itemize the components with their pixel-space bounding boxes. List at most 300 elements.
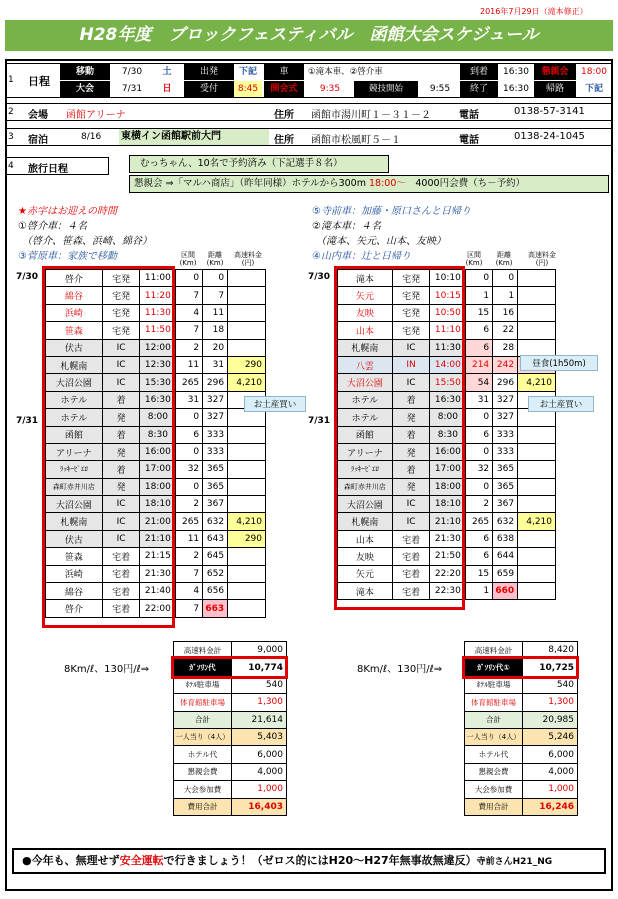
- cell-segment-km: 15: [466, 304, 493, 321]
- footer-text: ●今年も、無理せず: [22, 854, 120, 867]
- section-number: 1: [8, 75, 14, 85]
- cell-toll: [518, 304, 556, 321]
- cell-place: 笹森: [46, 322, 103, 339]
- col-header-distance: 距離 (Km): [495, 251, 513, 267]
- cell-segment-km: 6: [466, 530, 493, 547]
- cell-distance-km: 7: [203, 287, 228, 304]
- cell-segment-km: 1: [466, 583, 493, 600]
- cell-time: 12:30: [140, 356, 176, 373]
- summary-value: 1,000: [232, 781, 287, 798]
- page-title: H28年度 ブロックフェスティバル 函館大会スケジュール: [5, 20, 613, 51]
- cell-time: 16:00: [430, 443, 466, 460]
- cell-place: 山本: [338, 530, 393, 547]
- summary-label: ｶﾞｿﾘﾝ代①: [465, 659, 523, 676]
- venue-address: 函館市湯川町１－３１－２: [311, 110, 431, 121]
- cell-action: 着: [392, 461, 430, 478]
- col-header-toll: 高速料金 (円): [234, 251, 262, 267]
- cell-time: 21:50: [430, 548, 466, 565]
- cell-place: 笹森: [46, 548, 103, 565]
- cell-segment-km: 54: [466, 374, 493, 391]
- cell-place: 札幌南: [338, 339, 393, 356]
- cell-action: 宅着: [392, 530, 430, 547]
- cell-place: 森町赤井川店: [46, 478, 103, 495]
- cell-action: 宅発: [392, 287, 430, 304]
- cell-action: 着: [392, 391, 430, 408]
- cell-action: 宅発: [102, 287, 140, 304]
- cell-place: 大沼公園: [46, 496, 103, 513]
- cell-place: 滝本: [338, 583, 393, 600]
- cell-toll: [228, 426, 266, 443]
- cell-place: アリーナ: [338, 443, 393, 460]
- cell-distance-km: 632: [493, 513, 518, 530]
- summary-row: [174, 781, 287, 798]
- cell-distance-km: 31: [203, 356, 228, 373]
- party-note-text: 懇親会 ⇒「マルハ商店」（昨年同様）ホテルから300m: [134, 178, 369, 189]
- cell-toll: 4,210: [518, 513, 556, 530]
- cell-action: 着: [102, 461, 140, 478]
- cell-place: 友映: [338, 548, 393, 565]
- cell-time: 18:00: [140, 478, 176, 495]
- cell-distance-km: 16: [493, 304, 518, 321]
- party-note-fee: 4000円会費（ち－予約）: [405, 178, 526, 189]
- cell-distance-km: 333: [203, 426, 228, 443]
- cell-action: 宅発: [102, 322, 140, 339]
- cell-toll: 4,210: [228, 513, 266, 530]
- summary-value: 1,000: [523, 781, 578, 798]
- end-time: 16:30: [503, 84, 529, 94]
- summary-value: 8,420: [523, 642, 578, 659]
- move-label: 移動: [60, 64, 110, 80]
- cell-toll: [228, 548, 266, 565]
- cell-place: ﾗｯｷｰﾋﾟｴﾛ: [46, 461, 103, 478]
- cell-distance-km: 333: [493, 426, 518, 443]
- summary-row: [465, 763, 578, 780]
- cell-distance-km: 645: [203, 548, 228, 565]
- summary-value: 1,300: [232, 694, 287, 711]
- cell-segment-km: 265: [176, 374, 203, 391]
- cell-time: 8:00: [140, 409, 176, 426]
- cell-place: 啓介: [46, 270, 103, 287]
- cell-toll: [228, 583, 266, 600]
- cell-toll: [228, 478, 266, 495]
- summary-value: 540: [523, 676, 578, 693]
- summary-value: 16,246: [523, 798, 578, 815]
- cell-time: 11:50: [140, 322, 176, 339]
- cell-toll: [228, 287, 266, 304]
- day-label: 7/31: [16, 416, 39, 426]
- cell-distance-km: 333: [493, 443, 518, 460]
- lodging-date: 8/16: [81, 132, 102, 142]
- cell-toll: [228, 565, 266, 582]
- cell-action: 宅着: [102, 600, 140, 617]
- section-label: 会場: [28, 110, 48, 121]
- col-header-segment: 区間 (Km): [465, 251, 483, 267]
- cell-action: 着: [102, 391, 140, 408]
- reception-label: 受付: [184, 81, 234, 97]
- hotel-name: 東横イン函館駅前大門: [119, 129, 269, 145]
- summary-label: 体育館駐車場: [465, 694, 523, 711]
- cell-time: 16:00: [140, 443, 176, 460]
- cell-place: 大沼公園: [46, 374, 103, 391]
- summary-value: 6,000: [232, 746, 287, 763]
- cell-time: 21:40: [140, 583, 176, 600]
- summary-label: 高速料金計: [465, 642, 523, 659]
- cell-action: 発: [392, 443, 430, 460]
- cell-toll: [518, 530, 556, 547]
- cell-toll: 4,210: [228, 374, 266, 391]
- cell-distance-km: 652: [203, 565, 228, 582]
- summary-row: [465, 798, 578, 815]
- cell-action: 着: [392, 426, 430, 443]
- cell-place: 友映: [338, 304, 393, 321]
- cell-segment-km: 0: [466, 409, 493, 426]
- summary-label: ﾎﾃﾙ駐車場: [465, 676, 523, 693]
- reception-time: 8:45: [234, 81, 262, 97]
- address-label: 住所: [274, 110, 294, 121]
- fuel-calc-note: 8Km/ℓ、130円/ℓ⇒: [64, 664, 150, 675]
- cell-action: 宅着: [392, 565, 430, 582]
- section-label: 日程: [28, 75, 50, 88]
- party-label: 懇親会: [534, 64, 576, 80]
- depart-label: 出発: [184, 64, 234, 80]
- cell-time: 10:50: [430, 304, 466, 321]
- cell-place: 浜崎: [46, 565, 103, 582]
- car-value: ①滝本車、②啓介車: [308, 67, 383, 77]
- cell-segment-km: 31: [176, 391, 203, 408]
- cell-place: 伏古: [46, 339, 103, 356]
- cell-place: アリーナ: [46, 443, 103, 460]
- cell-time: 8:30: [140, 426, 176, 443]
- cell-action: 発: [392, 478, 430, 495]
- summary-value: 4,000: [523, 763, 578, 780]
- cell-action: 発: [392, 409, 430, 426]
- cell-action: 発: [102, 409, 140, 426]
- day-label: 7/30: [16, 272, 39, 282]
- cell-segment-km: 2: [176, 496, 203, 513]
- cell-toll: [518, 565, 556, 582]
- cell-distance-km: 0: [493, 270, 518, 287]
- cell-toll: [228, 339, 266, 356]
- cell-distance-km: 11: [203, 304, 228, 321]
- cell-distance-km: 365: [203, 478, 228, 495]
- cell-action: 宅発: [392, 304, 430, 321]
- cell-action: IC: [392, 374, 430, 391]
- cell-segment-km: 32: [176, 461, 203, 478]
- cell-segment-km: 7: [176, 322, 203, 339]
- summary-row: [174, 763, 287, 780]
- start-time: 9:55: [429, 84, 451, 94]
- summary-row: [174, 728, 287, 745]
- cell-time: 17:00: [430, 461, 466, 478]
- summary-label: 大会参加費: [174, 781, 232, 798]
- venue-section: [5, 103, 613, 121]
- cell-place: 綿谷: [46, 583, 103, 600]
- cell-toll: [518, 478, 556, 495]
- summary-value: 4,000: [232, 763, 287, 780]
- cell-toll: 290: [228, 356, 266, 373]
- col-header-toll: 高速料金 (円): [528, 251, 556, 267]
- car-note: ④山内車：辻と日帰り: [312, 251, 411, 262]
- cell-action: 宅発: [392, 270, 430, 287]
- cell-segment-km: 2: [176, 339, 203, 356]
- footer-signature: 寺前さんH21_NG: [476, 857, 553, 867]
- cell-action: 発: [102, 443, 140, 460]
- car-title: ①啓介車：４名: [18, 221, 87, 232]
- arrive-label: 到着: [460, 64, 498, 80]
- cell-action: 宅着: [102, 565, 140, 582]
- cell-toll: [518, 496, 556, 513]
- cell-distance-km: 632: [203, 513, 228, 530]
- souvenir-callout: お土産買い: [244, 396, 306, 412]
- schedule-grid: [60, 64, 612, 97]
- hotel-note: むっちゃん、10名で予約済み（下記選手８名）: [129, 155, 389, 173]
- summary-value: 5,403: [232, 728, 287, 745]
- cell-distance-km: 18: [203, 322, 228, 339]
- cell-action: 宅発: [102, 270, 140, 287]
- cell-segment-km: 4: [176, 304, 203, 321]
- cell-segment-km: 0: [466, 270, 493, 287]
- summary-row: [174, 798, 287, 815]
- summary-label: ﾎﾃﾙ駐車場: [174, 676, 232, 693]
- pickup-highlight-box: [334, 266, 465, 610]
- cell-action: IC: [102, 496, 140, 513]
- cell-action: IC: [102, 356, 140, 373]
- depart-value: 下記: [238, 67, 257, 77]
- summary-value: 6,000: [523, 746, 578, 763]
- cell-segment-km: 7: [176, 600, 203, 617]
- cell-place: 綿谷: [46, 287, 103, 304]
- cell-distance-km: 367: [493, 496, 518, 513]
- cell-time: 18:00: [430, 478, 466, 495]
- arrive-value: 16:30: [503, 67, 529, 77]
- cell-time: 15:30: [140, 374, 176, 391]
- cell-place: 浜崎: [46, 304, 103, 321]
- car-members: （滝本、矢元、山本、友映）: [316, 236, 446, 247]
- cell-segment-km: 0: [176, 478, 203, 495]
- cell-distance-km: 1: [493, 287, 518, 304]
- section-label: 宿泊: [28, 135, 48, 146]
- souvenir-callout: お土産買い: [528, 396, 594, 412]
- phone-label: 電話: [459, 110, 479, 121]
- car-label: 車: [264, 64, 304, 80]
- legend-note: ★赤字はお迎えの時間: [18, 206, 117, 217]
- cell-place: 山本: [338, 322, 393, 339]
- cell-time: 10:15: [430, 287, 466, 304]
- cell-toll: [518, 548, 556, 565]
- cell-segment-km: 265: [466, 513, 493, 530]
- cell-distance-km: 663: [203, 600, 228, 617]
- hotel-phone: 0138-24-1045: [514, 131, 585, 142]
- cell-toll: 290: [228, 530, 266, 547]
- cell-action: IC: [102, 513, 140, 530]
- summary-value: 16,403: [232, 798, 287, 815]
- pickup-highlight-box: [42, 266, 175, 628]
- cell-action: 宅発: [392, 322, 430, 339]
- cell-distance-km: 333: [203, 443, 228, 460]
- cell-time: 22:30: [430, 583, 466, 600]
- cell-time: 17:00: [140, 461, 176, 478]
- summary-label: 懇親会費: [174, 763, 232, 780]
- move-date: 7/30: [121, 67, 143, 77]
- summary-label: 体育館駐車場: [174, 694, 232, 711]
- party-time: 18:00: [581, 67, 607, 77]
- cell-place: 森町赤井川店: [338, 478, 393, 495]
- section-number: 3: [8, 132, 14, 142]
- cell-distance-km: 660: [493, 583, 518, 600]
- summary-value: 9,000: [232, 642, 287, 659]
- cell-toll: [228, 270, 266, 287]
- summary-value: 21,614: [232, 711, 287, 728]
- cell-segment-km: 0: [176, 409, 203, 426]
- cell-action: IC: [392, 339, 430, 356]
- summary-value: 5,246: [523, 728, 578, 745]
- cell-distance-km: 242: [493, 356, 518, 373]
- section-label: 旅行日程: [28, 164, 68, 175]
- cell-time: 22:20: [430, 565, 466, 582]
- cell-place: ﾗｯｷｰﾋﾟｴﾛ: [338, 461, 393, 478]
- cell-distance-km: 20: [203, 339, 228, 356]
- cell-place: 大沼公園: [338, 374, 393, 391]
- cell-distance-km: 656: [203, 583, 228, 600]
- summary-label: 懇親会費: [465, 763, 523, 780]
- cell-action: 宅着: [392, 548, 430, 565]
- address-label: 住所: [274, 135, 294, 146]
- cell-distance-km: 365: [203, 461, 228, 478]
- cell-segment-km: 6: [466, 339, 493, 356]
- cell-action: IC: [102, 530, 140, 547]
- cell-toll: [518, 583, 556, 600]
- cell-distance-km: 638: [493, 530, 518, 547]
- cell-toll: [228, 496, 266, 513]
- cell-time: 21:10: [140, 530, 176, 547]
- cell-distance-km: 365: [493, 461, 518, 478]
- event-day: 日: [162, 84, 172, 94]
- cell-distance-km: 0: [203, 270, 228, 287]
- cell-place: 矢元: [338, 287, 393, 304]
- summary-value: 540: [232, 676, 287, 693]
- day-label: 7/31: [308, 416, 331, 426]
- cell-time: 15:50: [430, 374, 466, 391]
- cell-distance-km: 367: [203, 496, 228, 513]
- summary-label: ホテル代: [174, 746, 232, 763]
- cell-segment-km: 32: [466, 461, 493, 478]
- cell-toll: 4,210: [518, 374, 556, 391]
- summary-label: 大会参加費: [465, 781, 523, 798]
- date-note: 2016年7月29日（滝本修正）: [480, 7, 588, 16]
- cell-place: 矢元: [338, 565, 393, 582]
- cell-time: 21:10: [430, 513, 466, 530]
- itinerary-header: [5, 157, 109, 175]
- cell-segment-km: 0: [466, 478, 493, 495]
- phone-label: 電話: [459, 135, 479, 146]
- lunch-callout: 昼食(1h50m): [520, 355, 598, 371]
- day-label: 7/30: [308, 272, 331, 282]
- cell-time: 8:30: [430, 426, 466, 443]
- cell-place: ホテル: [338, 409, 393, 426]
- cell-toll: [518, 426, 556, 443]
- summary-value: 1,300: [523, 694, 578, 711]
- car-note: ⑤寺前車：加藤・原口さんと日帰り: [312, 206, 471, 217]
- party-note-time: 18:00～: [369, 178, 406, 189]
- summary-label: 費用合計: [174, 798, 232, 815]
- summary-value: 20,985: [523, 711, 578, 728]
- cell-action: IN: [392, 356, 430, 373]
- section-number: 2: [8, 107, 14, 117]
- cell-toll: [518, 443, 556, 460]
- cell-place: ホテル: [46, 409, 103, 426]
- cell-time: 22:00: [140, 600, 176, 617]
- hotel-address: 函館市松風町５－１: [311, 135, 401, 146]
- summary-label: ホテル代: [465, 746, 523, 763]
- cell-segment-km: 11: [176, 530, 203, 547]
- cell-segment-km: 11: [176, 356, 203, 373]
- car-title: ②滝本車：４名: [312, 221, 381, 232]
- summary-label: 合計: [174, 711, 232, 728]
- summary-row: [465, 746, 578, 763]
- summary-label: 合計: [465, 711, 523, 728]
- venue-name: 函館アリーナ: [66, 110, 126, 121]
- footer-text: で行きましょう！（ゼロス的にはH20～H27年無事故無違反）: [163, 854, 477, 867]
- cell-segment-km: 265: [176, 513, 203, 530]
- summary-label: 高速料金計: [174, 642, 232, 659]
- cell-action: IC: [102, 374, 140, 391]
- fuel-calc-note: 8Km/ℓ、130円/ℓ⇒: [357, 664, 443, 675]
- summary-label: ｶﾞｿﾘﾝ代: [174, 659, 232, 676]
- cell-time: 16:30: [430, 391, 466, 408]
- end-label: 終了: [460, 81, 498, 97]
- cell-segment-km: 7: [176, 565, 203, 582]
- footer-message: [12, 848, 606, 874]
- summary-label: 一人当り（4人）: [174, 728, 232, 745]
- event-date: 7/31: [121, 84, 143, 94]
- cell-segment-km: 0: [176, 270, 203, 287]
- cell-distance-km: 643: [203, 530, 228, 547]
- cell-time: 11:10: [430, 322, 466, 339]
- cell-action: 発: [102, 478, 140, 495]
- cell-distance-km: 644: [493, 548, 518, 565]
- cell-action: IC: [102, 339, 140, 356]
- cell-toll: [518, 270, 556, 287]
- cell-toll: [518, 461, 556, 478]
- summary-row: [465, 694, 578, 711]
- cell-action: IC: [392, 513, 430, 530]
- cell-place: 函館: [46, 426, 103, 443]
- cell-time: 11:20: [140, 287, 176, 304]
- cell-distance-km: 296: [203, 374, 228, 391]
- return-value: 下記: [584, 84, 603, 94]
- summary-label: 費用合計: [465, 798, 523, 815]
- cell-toll: [228, 461, 266, 478]
- cell-distance-km: 365: [493, 478, 518, 495]
- lodging-section: [5, 128, 613, 146]
- cell-place: 函館: [338, 426, 393, 443]
- cell-time: 16:30: [140, 391, 176, 408]
- opening-time: 9:35: [319, 84, 341, 94]
- cell-time: 21:30: [140, 565, 176, 582]
- gas-highlight-box: [171, 656, 288, 679]
- cell-time: 21:15: [140, 548, 176, 565]
- cell-segment-km: 6: [466, 322, 493, 339]
- summary-value: 10,725: [523, 659, 578, 676]
- cell-place: 啓介: [46, 600, 103, 617]
- return-label: 帰路: [534, 81, 576, 97]
- cell-time: 21:30: [430, 530, 466, 547]
- section-number: 4: [8, 161, 14, 171]
- opening-label: 開会式: [264, 81, 304, 97]
- cell-place: 大沼公園: [338, 496, 393, 513]
- cell-segment-km: 15: [466, 565, 493, 582]
- cell-place: ホテル: [46, 391, 103, 408]
